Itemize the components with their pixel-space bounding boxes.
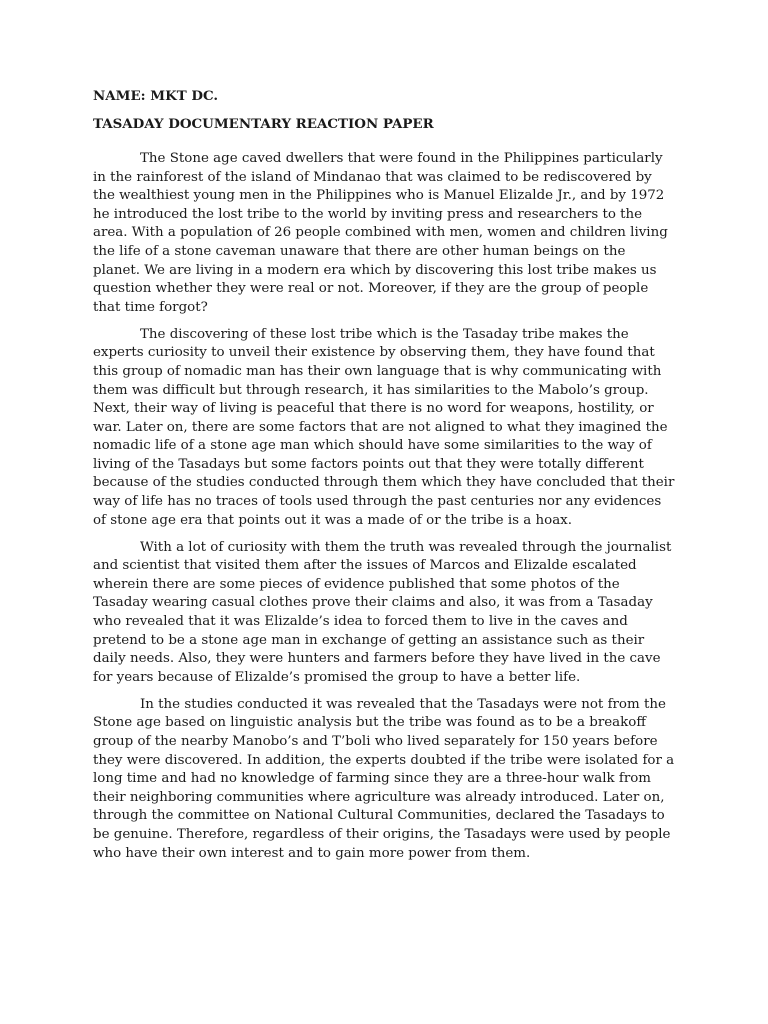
paper-body [93,150,675,872]
paragraph-4: In the studies conducted it was revealed that the Tasadays were not from the Stone age based on linguistic analysis but the tribe was found as to be a breakoff group of the nearby Manobo’s and T’boli who lived separately for 150 years before they were discovered. In addition, the experts doubted if the tribe were isolated for a long time and had no knowledge of farming since they are a three-hour walk from their neighboring communities where agriculture was already introduced. Later on, through the committee on National Cultural Communities, declared the Tasadays to be genuine. Therefore, regardless of their origins, the Tasadays were used by people who have their own interest and to gain more power from them. [93,696,675,861]
paper-title: TASADAY DOCUMENTARY REACTION PAPER [93,116,434,132]
paragraph-3: With a lot of curiosity with them the truth was revealed through the journalist and scientist that visited them after the issues of Marcos and Elizalde escalated wherein there are some pieces of evidence published that some photos of the Tasaday wearing casual clothes prove their claims and also, it was from a Tasaday who revealed that it was Elizalde’s idea to forced them to live in the caves and pretend to be a stone age man in exchange of getting an assistance such as their daily needs. Also, they were hunters and farmers before they have lived in the cave for years because of Elizalde’s promised the group to have a better life. [93,539,672,685]
paragraph-2: The discovering of these lost tribe which is the Tasaday tribe makes the experts curiosity to unveil their existence by observing them, they have found that this group of nomadic man has their own language that is why communicating with them was difficult but through research, it has similarities to the Mabolo’s group. Next, their way of living is peaceful that there is no word for weapons, hostility, or war. Later on, there are some factors that are not aligned to what they imagined the nomadic life of a stone age man which should have some similarities to the way of living of the Tasadays but some factors points out that they were totally different because of the studies conducted through them which they have concluded that their way of life has no traces of tools used through the past centuries nor any evidences of stone age era that points out it was a made of or the tribe is a hoax. [93,326,675,528]
author-name-line: NAME: MKT DC. [93,88,219,104]
paragraph-1: The Stone age caved dwellers that were found in the Philippines particularly in the rainforest of the island of Mindanao that was claimed to be rediscovered by the wealthiest young men in the Philippines who is Manuel Elizalde Jr., and by 1972 he introduced the lost tribe to the world by inviting press and researchers to the area. With a population of 26 people combined with men, women and children living the life of a stone caveman unaware that there are other human beings on the planet. We are living in a modern era which by discovering this lost tribe makes us question whether they were real or not. Moreover, if they are the group of people that time forgot? [93,151,668,315]
